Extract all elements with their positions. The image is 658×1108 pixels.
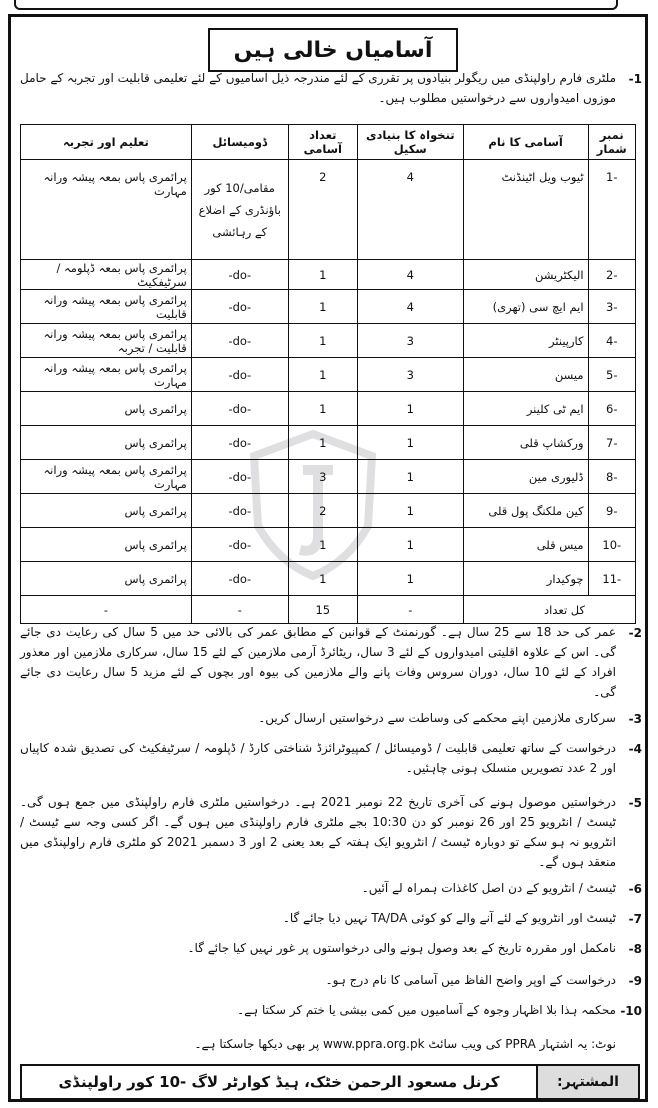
row-post: کارپینٹر — [463, 324, 588, 358]
row-domicile: -do- — [191, 562, 288, 596]
row-education: پرائمری پاس — [21, 426, 192, 460]
clause-number: -9 — [628, 974, 642, 988]
row-domicile: -do- — [191, 260, 288, 290]
clause-number: -2 — [628, 626, 642, 640]
vacancy-table — [20, 124, 636, 624]
total-label: کل تعداد — [463, 596, 635, 624]
row-domicile: مقامی/10 کور باؤنڈری کے اضلاع کے رہائشی — [191, 160, 288, 260]
advertiser-bar — [20, 1064, 640, 1100]
table-row — [21, 358, 636, 392]
row-post: ایم ٹی کلینر — [463, 392, 588, 426]
row-post: میسن — [463, 358, 588, 392]
clause-text: درخواستیں موصول ہونے کی آخری تاریخ 22 نومبر 2021 ہے۔ درخواستیں ملٹری فارم راولپنڈی میں جمع ہوں گی۔ ٹیسٹ / انٹرویو 25 اور 26 نومبر کو دن 10:30 بجے ملٹری فارم راولپنڈی میں ہوں گے۔ اگر کسی وجہ سے ٹیسٹ / انٹرویو نہ ہو سکے تو دوبارہ ٹیسٹ / انٹرویو ایک ہفتہ کے بعد یعنی 2 اور 3 دسمبر 2021 کو ملٹری فارم راولپنڈی میں منعقد ہوں گے۔ — [20, 795, 617, 869]
header-serial: نمبر شمار — [588, 125, 635, 160]
clause-number: -3 — [628, 712, 642, 726]
table-row — [21, 460, 636, 494]
row-scale: 4 — [357, 160, 463, 260]
row-education: پرائمری پاس بمعہ پیشہ ورانہ مہارت — [21, 160, 192, 260]
row-education: پرائمری پاس بمعہ پیشہ ورانہ مہارت — [21, 358, 192, 392]
row-domicile: -do- — [191, 324, 288, 358]
row-count: 1 — [288, 392, 357, 426]
total-domicile: - — [191, 596, 288, 624]
row-post: میس قلی — [463, 528, 588, 562]
row-scale: 3 — [357, 324, 463, 358]
clause-text: محکمہ ہذا بلا اظہار وجوہ کے آسامیوں میں کمی بیشی یا ختم کر سکتا ہے۔ — [237, 1003, 616, 1017]
table-row — [21, 260, 636, 290]
row-post: ٹیوب ویل اٹینڈنٹ — [463, 160, 588, 260]
clause-text: سرکاری ملازمین اپنے محکمے کی وساطت سے درخواستیں ارسال کریں۔ — [258, 711, 616, 725]
row-count: 1 — [288, 426, 357, 460]
row-serial: -1 — [588, 160, 635, 260]
total-count: 15 — [288, 596, 357, 624]
table-row — [21, 494, 636, 528]
row-post: الیکٹریشن — [463, 260, 588, 290]
row-serial: -9 — [588, 494, 635, 528]
row-scale: 1 — [357, 494, 463, 528]
row-count: 1 — [288, 324, 357, 358]
row-serial: -10 — [588, 528, 635, 562]
row-education: پرائمری پاس — [21, 528, 192, 562]
row-count: 1 — [288, 260, 357, 290]
header-domicile: ڈومیسائل — [191, 125, 288, 160]
ppra-note: نوٹ: یہ اشتہار PPRA کی ویب سائٹ www.ppra.org.pk پر بھی دیکھا جاسکتا ہے۔ — [194, 1037, 616, 1051]
row-education: پرائمری پاس بمعہ ڈپلومہ / سرٹیفکیٹ — [21, 260, 192, 290]
table-row — [21, 562, 636, 596]
header-post: آسامی کا نام — [463, 125, 588, 160]
clause-number: -4 — [628, 742, 642, 756]
row-domicile: -do- — [191, 426, 288, 460]
row-domicile: -do- — [191, 460, 288, 494]
row-post: ورکشاپ قلی — [463, 426, 588, 460]
header-education: تعلیم اور تجربہ — [21, 125, 192, 160]
total-scale: - — [357, 596, 463, 624]
row-domicile: -do- — [191, 392, 288, 426]
row-serial: -2 — [588, 260, 635, 290]
table-total-row — [21, 596, 636, 624]
ad-title: آسامیاں خالی ہیں — [208, 28, 458, 72]
clause-number: -7 — [628, 912, 642, 926]
clause-text: درخواست کے ساتھ تعلیمی قابلیت / ڈومیسائل / کمپیوٹرائزڈ شناختی کارڈ / ڈپلومہ / سرٹیفکیٹ کی تصدیق شدہ کاپیاں اور 2 عدد تصویریں منسلک ہونی چاہئیں۔ — [20, 741, 616, 775]
table-row — [21, 426, 636, 460]
row-scale: 1 — [357, 528, 463, 562]
row-count: 1 — [288, 358, 357, 392]
row-serial: -8 — [588, 460, 635, 494]
row-domicile: -do- — [191, 528, 288, 562]
table-row — [21, 392, 636, 426]
clause-number: -10 — [620, 1004, 642, 1018]
row-serial: -5 — [588, 358, 635, 392]
row-scale: 1 — [357, 392, 463, 426]
row-serial: -7 — [588, 426, 635, 460]
row-education: پرائمری پاس — [21, 494, 192, 528]
clause-number: -8 — [628, 942, 642, 956]
row-education: پرائمری پاس بمعہ پیشہ ورانہ قابلیت / تجربہ — [21, 324, 192, 358]
row-domicile: -do- — [191, 358, 288, 392]
total-education: - — [21, 596, 192, 624]
row-serial: -6 — [588, 392, 635, 426]
row-post: ڈلیوری مین — [463, 460, 588, 494]
row-education: پرائمری پاس — [21, 392, 192, 426]
intro-text: ملٹری فارم راولپنڈی میں ریگولر بنیادوں پر تقرری کے لئے مندرجہ ذیل آسامیوں کے لئے تعلیمی قابلیت اور تجربہ کے حامل موزوں امیدواروں سے درخواستیں مطلوب ہیں۔ — [20, 71, 616, 105]
row-domicile: -do- — [191, 494, 288, 528]
header-count: تعداد آسامی — [288, 125, 357, 160]
intro-number: -1 — [628, 72, 642, 86]
row-education: پرائمری پاس بمعہ پیشہ ورانہ مہارت — [21, 460, 192, 494]
row-count: 3 — [288, 460, 357, 494]
row-education: پرائمری پاس بمعہ پیشہ ورانہ قابلیت — [21, 290, 192, 324]
row-scale: 1 — [357, 460, 463, 494]
clause-number: -5 — [628, 796, 642, 810]
row-count: 2 — [288, 494, 357, 528]
row-count: 1 — [288, 290, 357, 324]
row-scale: 3 — [357, 358, 463, 392]
table-header-row — [21, 125, 636, 160]
row-post: چوکیدار — [463, 562, 588, 596]
row-scale: 1 — [357, 426, 463, 460]
table-row — [21, 324, 636, 358]
row-count: 1 — [288, 562, 357, 596]
clause-text: ٹیسٹ اور انٹرویو کے لئے آنے والے کو کوئی TA/DA نہیں دیا جائے گا۔ — [282, 911, 616, 925]
row-domicile: -do- — [191, 290, 288, 324]
table-row — [21, 528, 636, 562]
clause-text: درخواست کے اوپر واضح الفاظ میں آسامی کا نام درج ہو۔ — [325, 973, 616, 987]
clause-text: ٹیسٹ / انٹرویو کے دن اصل کاغذات ہمراہ لے آئیں۔ — [361, 881, 616, 895]
top-border-bar — [14, 0, 618, 10]
row-education: پرائمری پاس — [21, 562, 192, 596]
advertiser-label: المشتہر: — [536, 1066, 638, 1098]
row-scale: 4 — [357, 290, 463, 324]
row-scale: 1 — [357, 562, 463, 596]
row-scale: 4 — [357, 260, 463, 290]
row-serial: -4 — [588, 324, 635, 358]
row-count: 2 — [288, 160, 357, 260]
advertiser-name: کرنل مسعود الرحمن خٹک، ہیڈ کوارٹر لاگ -10 کور راولپنڈی — [58, 1073, 500, 1091]
row-serial: -3 — [588, 290, 635, 324]
clause-number: -6 — [628, 882, 642, 896]
clause-text: عمر کی حد 18 سے 25 سال ہے۔ گورنمنٹ کے قوانین کے مطابق عمر کی بالائی حد میں 5 سال کی رعایت دی جائے گی۔ اس کے علاوہ اقلیتی امیدواروں کے لئے 3 سال، ریٹائرڈ آرمی ملازمین کے لئے 15 سال، سرکاری ملازمین اور معذور افراد کے لئے 10 سال، دوران سروس وفات پانے والے ملازمین کی بیوہ اور بچوں کے لئے مزید 5 سال رعایت دی جائے گی۔ — [20, 625, 617, 699]
row-post: ایم ایچ سی (تھری) — [463, 290, 588, 324]
table-row — [21, 160, 636, 260]
row-post: کین ملکنگ پول قلی — [463, 494, 588, 528]
clause-text: نامکمل اور مقررہ تاریخ کے بعد وصول ہونے والی درخواستوں پر غور نہیں کیا جائے گا۔ — [187, 941, 616, 955]
row-count: 1 — [288, 528, 357, 562]
row-serial: -11 — [588, 562, 635, 596]
header-scale: تنخواہ کا بنیادی سکیل — [357, 125, 463, 160]
table-row — [21, 290, 636, 324]
